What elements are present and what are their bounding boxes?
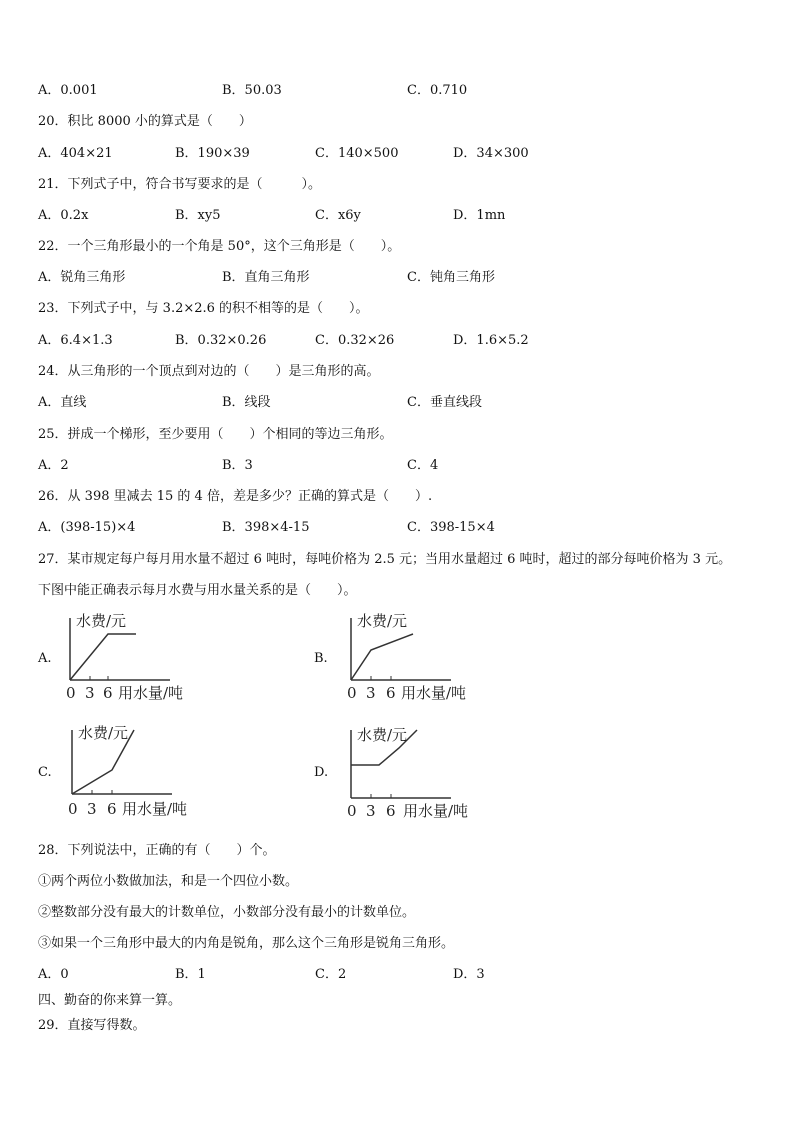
x-axis-label: 用水量/吨 [401, 684, 467, 702]
option-b: B．线段 [222, 395, 271, 410]
question-27-stem-line1: 27．某市规定每户每月用水量不超过 6 吨时，每吨价格为 2.5 元；当用水量超过 6 吨时，超过的部分每吨价格为 3 元。 [38, 552, 732, 567]
option-b: B．0.32×0.26 [175, 333, 267, 348]
x-tick-6: 6 [386, 802, 396, 820]
question-26-stem: 26．从 398 里减去 15 的 4 倍，差是多少？正确的算式是（ ）. [38, 489, 433, 504]
option-b: B．xy5 [175, 208, 221, 223]
option-c: C．x6y [315, 208, 361, 223]
question-22-stem: 22．一个三角形最小的一个角是 50°，这个三角形是（ ）。 [38, 239, 401, 254]
option-c: C．0.710 [407, 83, 468, 98]
option-a: A．6.4×1.3 [38, 333, 113, 348]
statement-3: ③如果一个三角形中最大的内角是锐角，那么这个三角形是锐角三角形。 [38, 936, 455, 951]
option-a: A．2 [38, 458, 69, 473]
question-23-stem: 23．下列式子中，与 3.2×2.6 的积不相等的是（ ）。 [38, 301, 369, 316]
option-c: C．钝角三角形 [407, 270, 495, 285]
question-29-stem: 29．直接写得数。 [38, 1018, 146, 1033]
option-c: C．0.32×26 [315, 333, 395, 348]
x-tick-0: 0 [66, 684, 76, 702]
graph-a [60, 610, 220, 710]
option-a: A．直线 [38, 395, 87, 410]
option-c: C．垂直线段 [407, 395, 482, 410]
x-tick-3: 3 [366, 684, 376, 702]
option-a: A．0 [38, 967, 69, 982]
option-b: B．直角三角形 [222, 270, 310, 285]
section-title: 四、勤奋的你来算一算。 [38, 993, 182, 1008]
graph-b [341, 610, 501, 710]
option-d: D．1mn [453, 208, 506, 223]
option-b: B．3 [222, 458, 253, 473]
option-a: A．404×21 [38, 146, 113, 161]
x-tick-3: 3 [366, 802, 376, 820]
graph-c-label: C. [38, 765, 52, 780]
option-d: D．3 [453, 967, 485, 982]
option-a: A．(398-15)×4 [38, 520, 136, 535]
graph-b-label: B. [314, 651, 328, 666]
question-21-stem: 21．下列式子中，符合书写要求的是（ ）。 [38, 177, 322, 192]
option-c: C．2 [315, 967, 347, 982]
x-tick-3: 3 [87, 800, 97, 818]
statement-1: ①两个两位小数做加法，和是一个四位小数。 [38, 874, 299, 889]
x-tick-0: 0 [68, 800, 78, 818]
option-c: C．140×500 [315, 146, 399, 161]
option-b: B．190×39 [175, 146, 250, 161]
x-tick-3: 3 [85, 684, 95, 702]
x-tick-0: 0 [347, 802, 357, 820]
option-b: B．50.03 [222, 83, 282, 98]
option-c: C．4 [407, 458, 439, 473]
question-27-stem-line2: 下图中能正确表示每月水费与用水量关系的是（ ）。 [38, 583, 357, 598]
graph-d-label: D. [314, 765, 329, 780]
x-tick-6: 6 [103, 684, 113, 702]
statement-2: ②整数部分没有最大的计数单位，小数部分没有最小的计数单位。 [38, 905, 416, 920]
fee-line [351, 634, 413, 680]
x-axis-label: 用水量/吨 [122, 800, 188, 818]
y-axis-label: 水费/元 [76, 612, 127, 630]
option-d: D．1.6×5.2 [453, 333, 529, 348]
y-axis-label: 水费/元 [357, 612, 408, 630]
graph-c [60, 722, 220, 822]
option-a: A．0.2x [38, 208, 89, 223]
graph-d [341, 722, 501, 822]
x-axis-label: 用水量/吨 [403, 802, 469, 820]
option-a: A．锐角三角形 [38, 270, 126, 285]
y-axis-label: 水费/元 [78, 724, 129, 742]
option-d: D．34×300 [453, 146, 529, 161]
x-tick-6: 6 [107, 800, 117, 818]
question-28-stem: 28．下列说法中，正确的有（ ）个。 [38, 843, 276, 858]
option-b: B．1 [175, 967, 206, 982]
question-25-stem: 25．拼成一个梯形，至少要用（ ）个相同的等边三角形。 [38, 427, 393, 442]
fee-line [70, 634, 136, 680]
option-b: B．398×4-15 [222, 520, 310, 535]
question-24-stem: 24．从三角形的一个顶点到对边的（ ）是三角形的高。 [38, 364, 380, 379]
option-a: A．0.001 [38, 83, 98, 98]
graph-a-label: A. [38, 651, 52, 666]
x-axis-label: 用水量/吨 [118, 684, 184, 702]
x-tick-6: 6 [386, 684, 396, 702]
question-20-stem: 20．积比 8000 小的算式是（ ） [38, 114, 252, 129]
x-tick-0: 0 [347, 684, 357, 702]
y-axis-label: 水费/元 [357, 726, 408, 744]
option-c: C．398-15×4 [407, 520, 495, 535]
